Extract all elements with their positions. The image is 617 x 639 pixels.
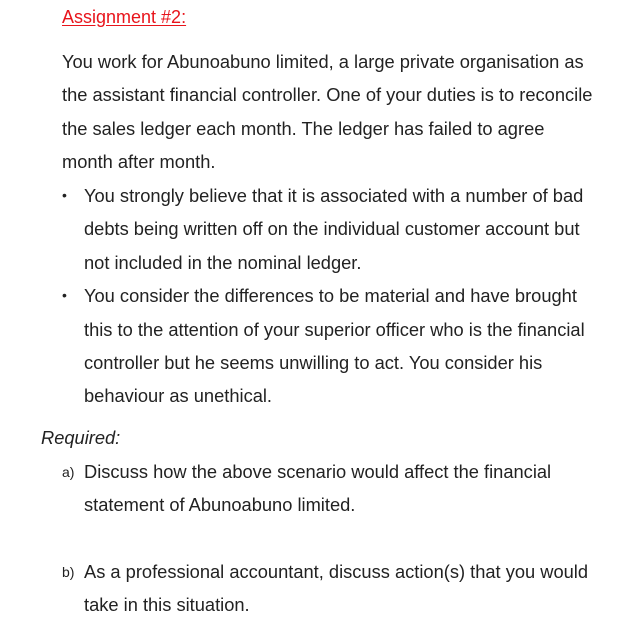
- scenario-bullet-list: [0, 179, 617, 413]
- question-item: [0, 555, 594, 622]
- bullet-item-bad-debts: [0, 179, 594, 279]
- question-item: [0, 455, 594, 522]
- bullet-item-material-differences: [0, 279, 594, 413]
- required-label: Required:: [41, 427, 121, 448]
- question-marker: a): [62, 464, 75, 480]
- scenario-paragraph: You work for Abunoabuno limited, a large private organisation as the assistant financial controller. One of your duties is to reconcile the sales ledger each month. The ledger has failed to agree month after month.: [62, 51, 593, 173]
- bullet-icon: •: [62, 187, 67, 203]
- assignment-heading: Assignment #2:: [62, 7, 187, 27]
- question-a: [0, 455, 617, 522]
- question-b: [0, 555, 617, 622]
- bullet-icon: •: [62, 287, 67, 304]
- bullet-text: You consider the differences to be material and have brought this to the attention of your superior officer who is the financial controller but he seems unwilling to act. You consider his behaviour as unethical.: [84, 285, 585, 407]
- question-text: Discuss how the above scenario would affect the financial statement of Abunoabuno limited.: [84, 461, 552, 516]
- bullet-text: You strongly believe that it is associated with a number of bad debts being written off on the individual customer account but not included in the nominal ledger.: [84, 185, 584, 273]
- question-text: As a professional accountant, discuss action(s) that you would take in this situation.: [84, 561, 589, 616]
- question-marker: b): [62, 564, 75, 580]
